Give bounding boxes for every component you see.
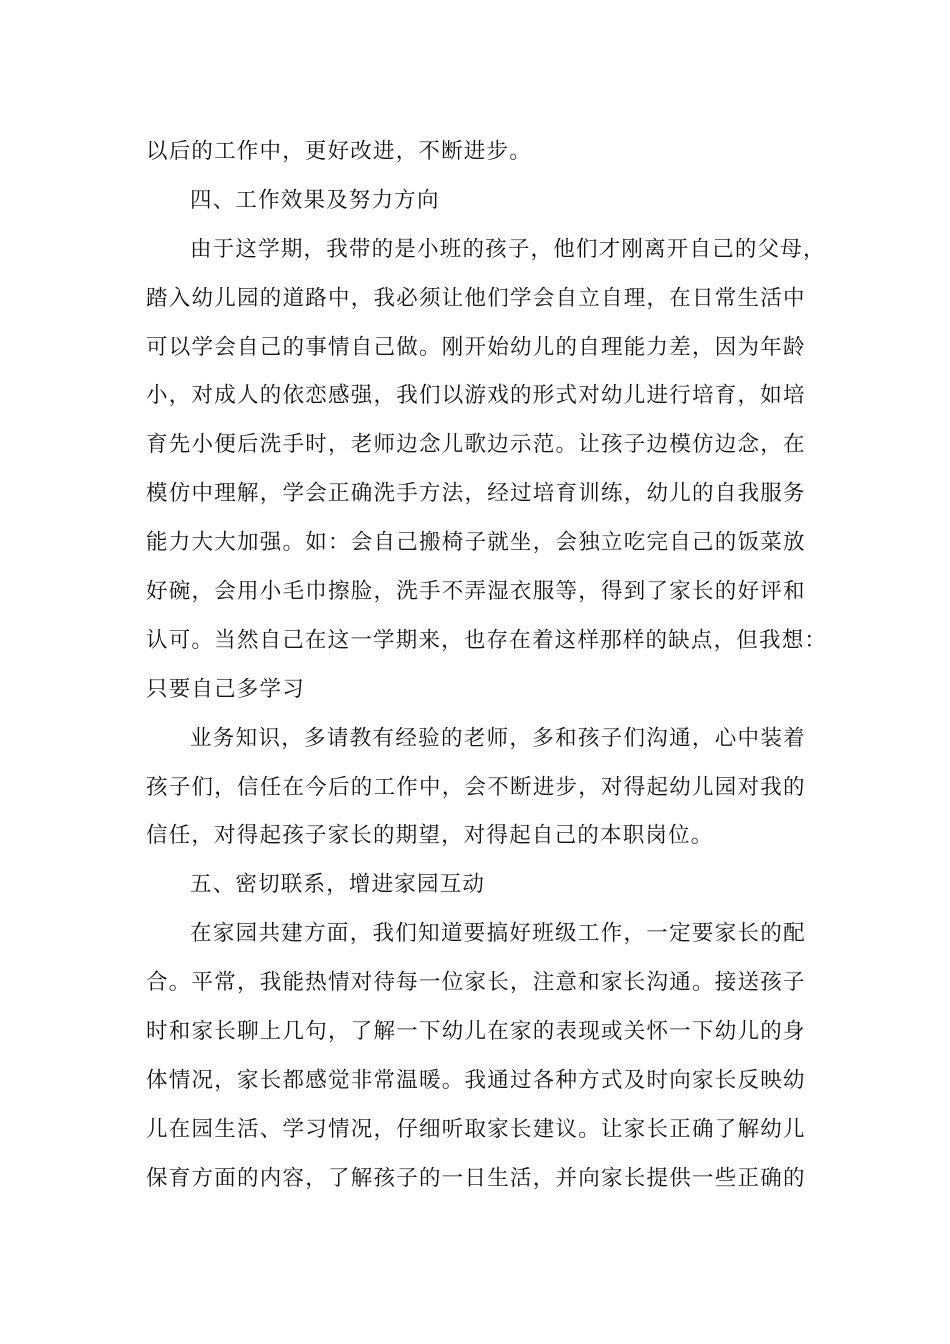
text-line: 体 情 况 ， 家 长 都 感 觉 非 常 温 暖 。 我 通 过 各 种 方 式 及 时 向 家 长 反 映 幼 xyxy=(146,1067,806,1093)
text-line: 只要自己多学习 xyxy=(146,676,305,702)
text-line: 能 力 大 大 加 强 。 如 ： 会 自 己 搬 椅 子 就 坐 ， 会 独 立 吃 完 自 己 的 饭 菜 放 xyxy=(146,530,806,556)
document-body xyxy=(146,128,828,1204)
text-line: 儿 在 园 生 活 、 学 习 情 况 ， 仔 细 听 取 家 长 建 议 。 让 家 长 正 确 了 解 幼 儿 xyxy=(146,1116,806,1142)
text-line: 时 和 家 长 聊 上 几 句 ， 了 解 一 下 幼 儿 在 家 的 表 现 或 关 怀 一 下 幼 儿 的 身 xyxy=(146,1019,806,1045)
text-line: 孩 子 们 ， 信 任 在 今 后 的 工 作 中 ， 会 不 断 进 步 ， 对 得 起 幼 儿 园 对 我 的 xyxy=(146,774,806,800)
text-line: 由 于 这 学 期 ， 我 带 的 是 小 班 的 孩 子 ， 他 们 才 刚 离 开 自 己 的 父 母 ， xyxy=(190,236,826,262)
text-line: 以后的工作中，更好改进，不断进步。 xyxy=(146,139,532,164)
text-line: 五、密切联系，增进家园互动 xyxy=(190,872,486,898)
text-line: 信任，对得起孩子家长的期望，对得起自己的本职岗位。 xyxy=(146,823,714,849)
text-line: 育 先 小 便 后 洗 手 时 ， 老 师 边 念 儿 歌 边 示 范 。 让 孩 子 边 模 仿 边 念 ， 在 xyxy=(146,432,806,458)
text-line: 合 。 平 常 ， 我 能 热 情 对 待 每 一 位 家 长 ， 注 意 和 家 长 沟 通 。 接 送 孩 子 xyxy=(146,970,806,996)
text-line: 在 家 园 共 建 方 面 ， 我 们 知 道 要 搞 好 班 级 工 作 ， 一 定 要 家 长 的 配 xyxy=(190,921,806,947)
text-line: 踏 入 幼 儿 园 的 道 路 中 ， 我 必 须 让 他 们 学 会 自 立 自 理 ， 在 日 常 生 活 中 xyxy=(146,285,806,311)
text-line: 模 仿 中 理 解 ， 学 会 正 确 洗 手 方 法 ， 经 过 培 育 训 练 ， 幼 儿 的 自 我 服 务 xyxy=(146,481,806,507)
text-line: 小 ， 对 成 人 的 依 恋 感 强 ， 我 们 以 游 戏 的 形 式 对 幼 儿 进 行 培 育 ， 如 培 xyxy=(146,383,806,409)
text-line: 业 务 知 识 ， 多 请 教 有 经 验 的 老 师 ， 多 和 孩 子 们 沟 通 ， 心 中 装 着 xyxy=(190,725,806,751)
text-line: 认 可 。 当 然 自 己 在 这 一 学 期 来 ， 也 存 在 着 这 样 那 样 的 缺 点 ， 但 我 想 ： xyxy=(146,627,828,653)
text-line: 好 碗 ， 会 用 小 毛 巾 擦 脸 ， 洗 手 不 弄 湿 衣 服 等 ， 得 到 了 家 长 的 好 评 和 xyxy=(146,579,806,605)
text-line: 保 育 方 面 的 内 容 ， 了 解 孩 子 的 一 日 生 活 ， 并 向 家 长 提 供 一 些 正 确 的 xyxy=(146,1165,806,1191)
text-line: 四、工作效果及努力方向 xyxy=(190,187,440,213)
text-line: 可 以 学 会 自 己 的 事 情 自 己 做 。 刚 开 始 幼 儿 的 自 理 能 力 差 ， 因 为 年 龄 xyxy=(146,334,806,360)
